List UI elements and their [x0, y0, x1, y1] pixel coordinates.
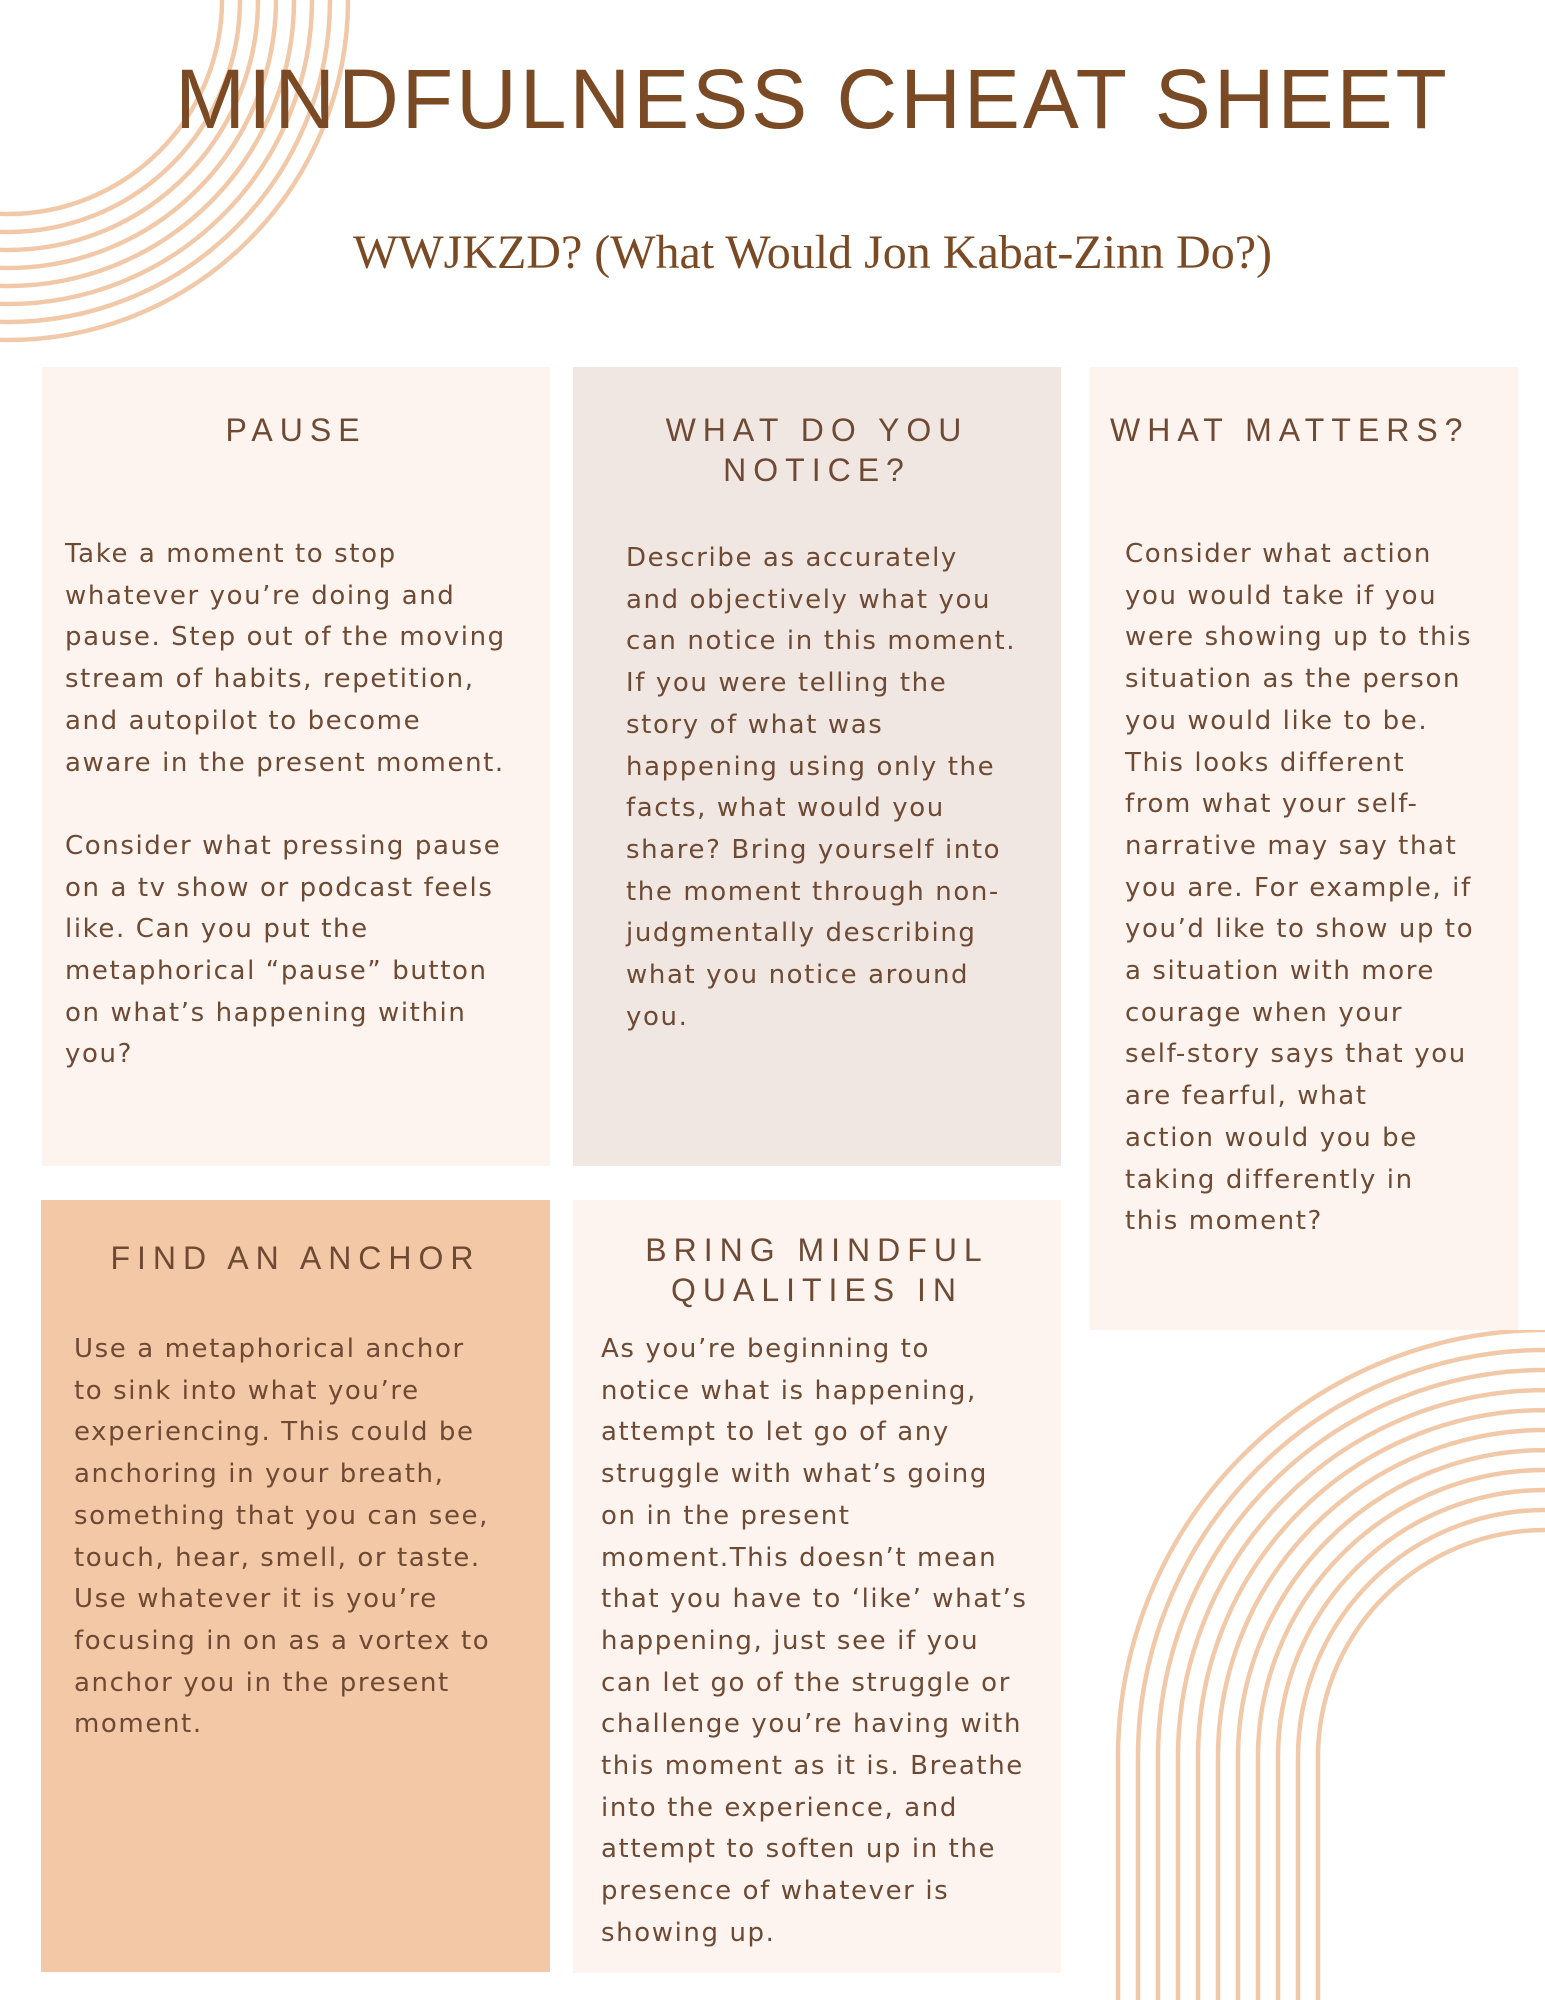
bottom-right-arches-decoration [1100, 1330, 1545, 2000]
card-find-an-anchor [41, 1200, 550, 1972]
card-body: As you’re beginning to notice what is happening, attempt to let go of any struggle with what’s going on in the present moment.This doesn’t mean that you have to ‘like’ what’s happening, just see if you can let go of the struggle or challenge you’re having with this moment as it is. Breathe into the experience, and attempt to soften up in the presence of whatever is showing up. [601, 1334, 1028, 1948]
page-title: MINDFULNESS CHEAT SHEET [175, 52, 1450, 146]
card-heading: PAUSE [225, 412, 367, 448]
card-body: Describe as accurately and objectively what you can notice in this moment. If you were telling the story of what was happening using only the facts, what would you share? Bring yourself into the moment through non- judgmentally describing what you notice around you. [626, 543, 1017, 1032]
card-pause [42, 367, 550, 1166]
card-body: Take a moment to stop whatever you’re doing and pause. Step out of the moving stream of habits, repetition, and autopilot to become aware in the present moment. Consider what pressing pause on a tv show or podcast feels like. Can you put the metaphorical “pause” button on what’s happening within you? [65, 539, 506, 1070]
card-heading: WHAT MATTERS? [1110, 412, 1470, 448]
page-subtitle: WWJKZD? (What Would Jon Kabat-Zinn Do?) [353, 226, 1272, 279]
card-heading: WHAT DO YOU NOTICE? [665, 412, 969, 488]
card-what-matters [1090, 367, 1518, 1330]
card-bring-mindful-qualities-in [573, 1200, 1061, 1973]
card-body: Use a metaphorical anchor to sink into what you’re experiencing. This could be anchoring in your breath, something that you can see, touch, hear, smell, or taste. Use whatever it is you’re focusing in on as a vortex to anchor you in the present moment. [74, 1334, 491, 1740]
card-what-do-you-notice [573, 367, 1061, 1166]
card-body: Consider what action you would take if you were showing up to this situation as the person you would like to be. This looks different from what your self- narrative may say that you are. For example, if you’d like to show up to a situation with more courage when your self-story says that you are fearful, what action would you be taking differently in this moment? [1125, 539, 1475, 1237]
card-heading: BRING MINDFUL QUALITIES IN [645, 1232, 989, 1308]
card-heading: FIND AN ANCHOR [110, 1240, 481, 1276]
